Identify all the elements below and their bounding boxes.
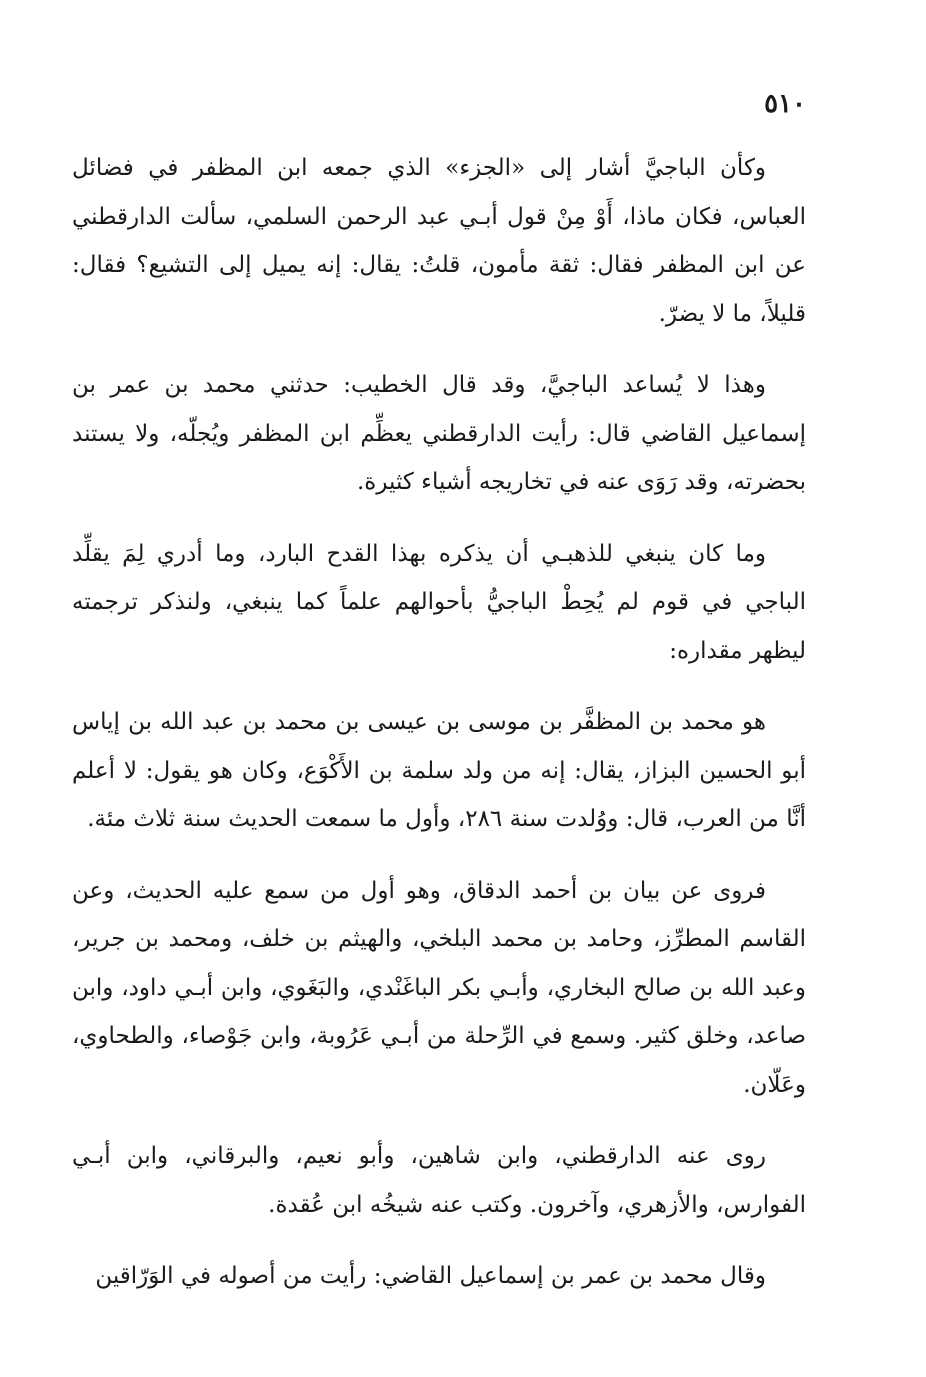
paragraph-4: هو محمد بن المظفَّر بن موسى بن عيسى بن محمد بن عبد الله بن إياس أبو الحسين البزاز، يقال: إنه من ولد سلمة بن الأَكْوَع، وكان هو يقول: لا أعلم أنَّا من العرب، قال: ووُلدت سنة ٢٨٦، وأول ما سمعت الحديث سنة ثلاث مئة.	[72, 709, 806, 832]
book-page	[72, 84, 806, 1344]
paragraph-1: وكأن الباجيَّ أشار إلى «الجزء» الذي جمعه ابن المظفر في فضائل العباس، فكان ماذا، أَوْ مِنْ قول أبـي عبد الرحمن السلمي، سألت الدارقطني عن ابن المظفر فقال: ثقة مأمون، قلتُ: يقال: إنه يميل إلى التشيع؟ فقال: قليلاً، ما لا يضرّ.	[72, 155, 806, 327]
page-number: ٥١٠	[764, 89, 806, 119]
body-text	[72, 144, 806, 1301]
paragraph-5: فروى عن بيان بن أحمد الدقاق، وهو أول من سمع عليه الحديث، وعن القاسم المطرِّز، وحامد بن محمد البلخي، والهيثم بن خلف، ومحمد بن جرير، وعبد الله بن صالح البخاري، وأبـي بكر الباغَنْدي، والبَغَوي، وابن أبـي داود، وابن صاعد، وخلق كثير. وسمع في الرِّحلة من أبـي عَرُوبة، وابن جَوْصاء، والطحاوي، وعَلّان.	[72, 877, 806, 1098]
paragraph-2: وهذا لا يُساعد الباجيَّ، وقد قال الخطيب: حدثني محمد بن عمر بن إسماعيل القاضي قال: رأيت الدارقطني يعظِّم ابن المظفر ويُجلّه، ولا يستند بحضرته، وقد رَوَى عنه في تخاريجه أشياء كثيرة.	[72, 372, 806, 495]
paragraph-7: وقال محمد بن عمر بن إسماعيل القاضي: رأيت من أصوله في الوَرّاقين	[95, 1263, 766, 1289]
paragraph-3: وما كان ينبغي للذهبـي أن يذكره بهذا القدح البارد، وما أدري لِمَ يقلِّد الباجي في قوم لم يُحِطْ الباجيُّ بأحوالهم علماً كما ينبغي، ولنذكر ترجمته ليظهر مقداره:	[72, 540, 806, 664]
paragraph-6: روى عنه الدارقطني، وابن شاهين، وأبو نعيم، والبرقاني، وابن أبـي الفوارس، والأزهري، وآخرون. وكتب عنه شيخُه ابن عُقدة.	[72, 1143, 806, 1218]
